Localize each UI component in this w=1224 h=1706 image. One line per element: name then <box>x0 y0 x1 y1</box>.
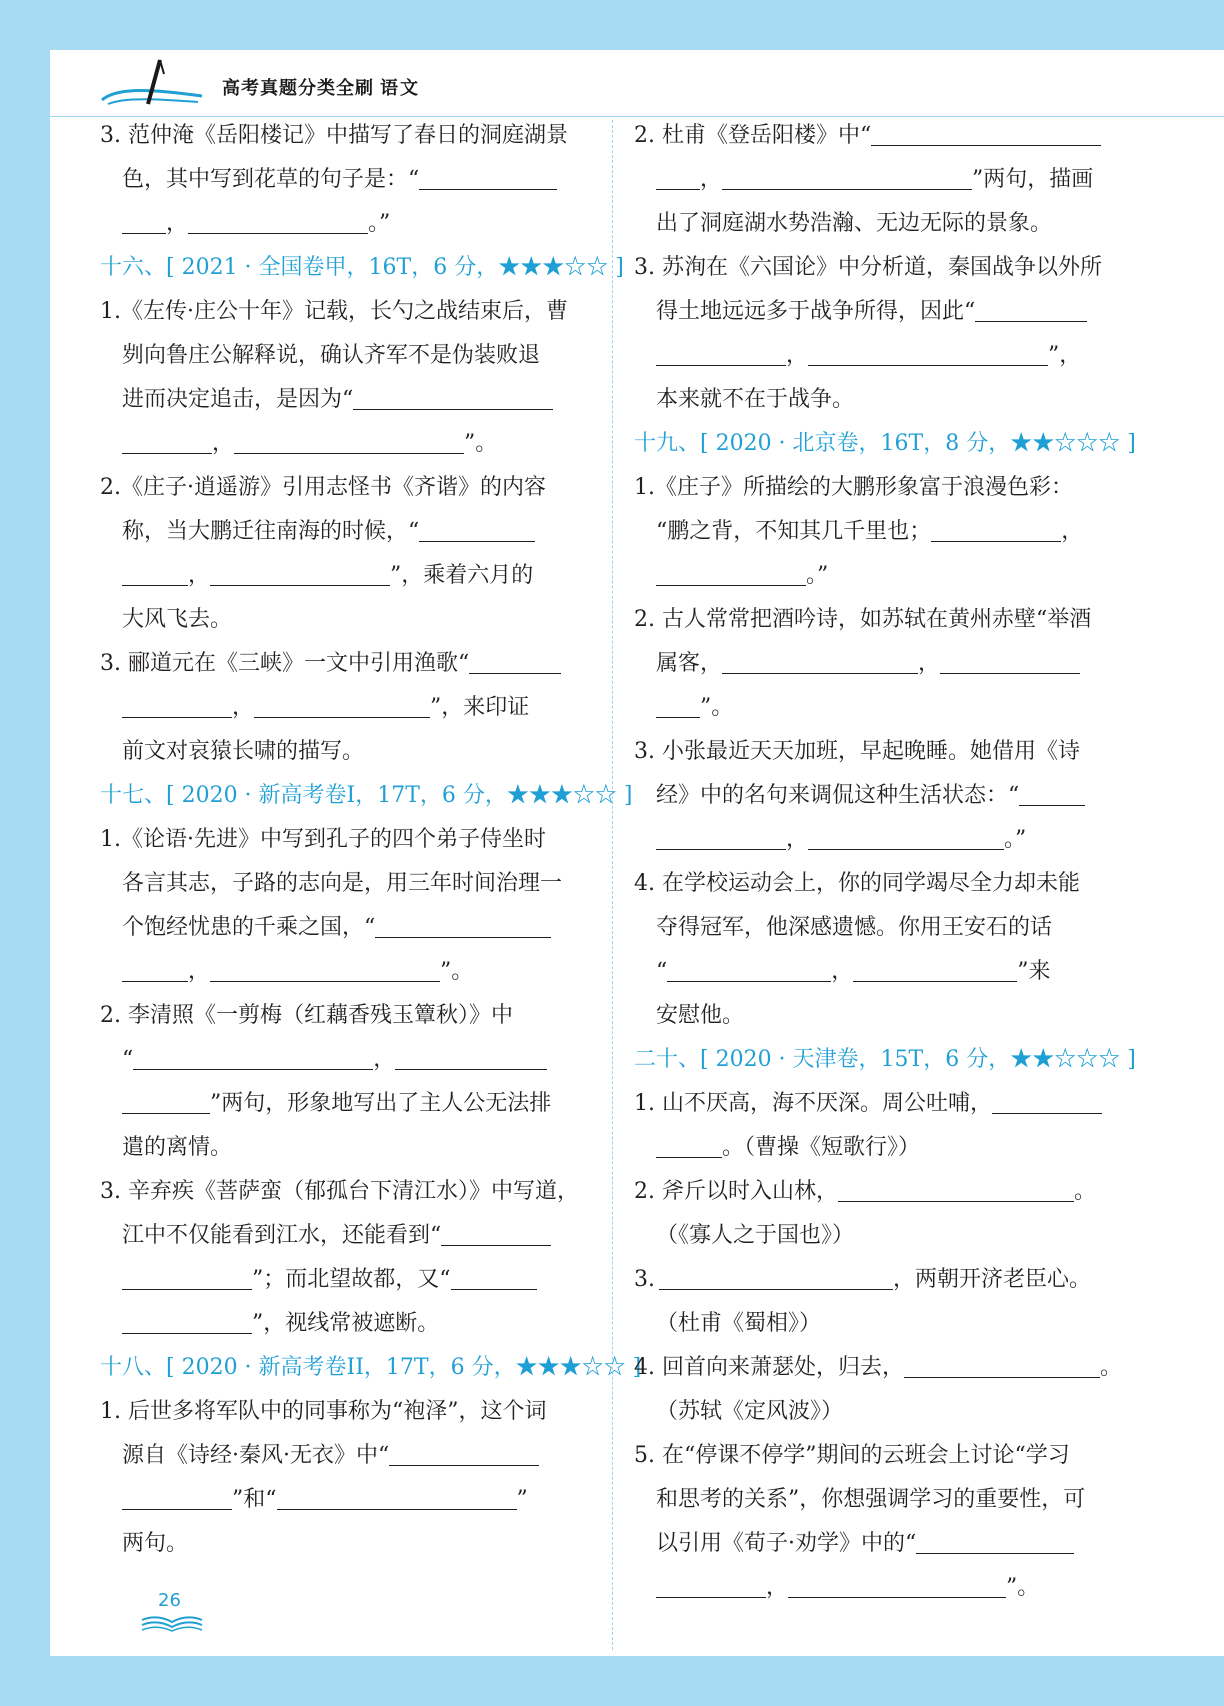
question-16-2 <box>100 466 610 642</box>
left-column <box>100 114 642 1611</box>
answer-blank[interactable] <box>122 689 232 718</box>
question-19-3 <box>634 730 1176 862</box>
question-text: ”；而北望故都，又“ <box>252 1267 451 1292</box>
section-heading-17: 十七、[ 2020 · 新高考卷I，17T，6 分，★★★☆☆ ] <box>100 783 633 808</box>
question-line: 5. 在“停课不停学”期间的云班会上讨论“学习 <box>634 1443 1070 1468</box>
question-text: ”。 <box>440 959 474 984</box>
question-20-1 <box>634 1082 1176 1170</box>
question-line: 各言其志，子路的志向是，用三年时间治理一 <box>122 871 563 896</box>
question-20-3 <box>634 1258 1176 1346</box>
question-text: “鹏之背，不知其几千里也； <box>656 519 932 544</box>
question-19-4 <box>634 862 1176 1038</box>
question-line <box>634 1170 1176 1214</box>
question-line <box>634 1522 1176 1566</box>
question-line: 2. 李清照《一剪梅（红藕香残玉簟秋）》中 <box>100 1003 513 1028</box>
answer-blank[interactable] <box>254 689 430 718</box>
page <box>50 50 1224 1656</box>
answer-blank[interactable] <box>667 953 831 982</box>
question-text: 4. 回首向来萧瑟处，归去， <box>634 1355 904 1380</box>
column-divider <box>612 120 613 1650</box>
question-text: 。” <box>368 211 391 236</box>
question-line <box>634 554 1176 598</box>
question-line <box>100 906 610 950</box>
answer-blank[interactable] <box>975 293 1087 322</box>
answer-blank[interactable] <box>210 953 440 982</box>
question-text: 3. <box>634 1267 655 1292</box>
question-15-3 <box>100 114 610 246</box>
question-text: ， <box>188 563 211 588</box>
answer-blank[interactable] <box>441 1217 551 1246</box>
answer-blank[interactable] <box>375 909 551 938</box>
question-line: 出了洞庭湖水势浩瀚、无边无际的景象。 <box>656 211 1053 236</box>
answer-blank[interactable] <box>1019 777 1085 806</box>
question-text: 进而决定追击，是因为“ <box>122 387 354 412</box>
question-line: 3. 范仲淹《岳阳楼记》中描写了春日的洞庭湖景 <box>100 123 568 148</box>
question-line: 大风飞去。 <box>122 607 233 632</box>
question-text: ， <box>700 167 723 192</box>
question-text: ， <box>166 211 189 236</box>
question-text: ， <box>831 959 854 984</box>
question-text: 1. 山不厌高，海不厌深。周公吐哺， <box>634 1091 992 1116</box>
answer-blank[interactable] <box>277 1481 517 1510</box>
right-column <box>634 114 1176 1610</box>
question-text: “ <box>656 959 668 984</box>
question-line <box>100 1258 610 1302</box>
question-line <box>634 1566 1176 1610</box>
question-line: 遣的离情。 <box>122 1135 233 1160</box>
question-text: 个饱经忧患的千乘之国，“ <box>122 915 376 940</box>
answer-blank[interactable] <box>122 1305 252 1334</box>
answer-blank[interactable] <box>389 1437 539 1466</box>
section-heading-18: 十八、[ 2020 · 新高考卷II，17T，6 分，★★★☆☆ ] <box>100 1355 642 1380</box>
question-18-2 <box>634 114 1176 246</box>
question-line: 3. 辛弃疾《菩萨蛮（郁孤台下清江水）》中写道， <box>100 1179 579 1204</box>
question-text: ”来 <box>1017 959 1051 984</box>
question-line <box>634 1082 1176 1126</box>
question-line <box>100 1038 610 1082</box>
question-text: ， <box>212 431 235 456</box>
answer-blank[interactable] <box>722 161 972 190</box>
answer-blank[interactable] <box>419 161 557 190</box>
answer-blank[interactable] <box>122 205 166 234</box>
question-text: 得土地远远多于战争所得，因此“ <box>656 299 976 324</box>
answer-blank[interactable] <box>469 645 561 674</box>
question-line <box>634 114 1176 158</box>
answer-blank[interactable] <box>808 821 1004 850</box>
answer-blank[interactable] <box>838 1173 1074 1202</box>
question-text: 以引用《荀子·劝学》中的“ <box>656 1531 917 1556</box>
question-line: 刿向鲁庄公解释说，确认齐军不是伪装败退 <box>122 343 541 368</box>
answer-blank[interactable] <box>395 1041 547 1070</box>
question-text: ， <box>766 1575 789 1600</box>
answer-blank[interactable] <box>656 1569 766 1598</box>
question-line: 本来就不在于战争。 <box>656 387 855 412</box>
question-text: 江中不仅能看到江水，还能看到“ <box>122 1223 442 1248</box>
question-line <box>100 1478 610 1522</box>
question-text: 。” <box>806 563 829 588</box>
question-20-2 <box>634 1170 1176 1258</box>
question-line: 1.《论语·先进》中写到孔子的四个弟子侍坐时 <box>100 827 546 852</box>
answer-blank[interactable] <box>931 513 1061 542</box>
question-text: ”。 <box>700 695 734 720</box>
question-line: （苏轼《定风波》） <box>656 1399 844 1424</box>
question-line <box>634 818 1176 862</box>
answer-blank[interactable] <box>122 1261 252 1290</box>
subject-label: 语文 <box>380 78 420 99</box>
question-line: 夺得冠军，他深感遗憾。你用王安石的话 <box>656 915 1053 940</box>
question-line <box>634 686 1176 730</box>
question-18-1 <box>100 1390 610 1566</box>
page-number: 26 <box>158 1590 181 1611</box>
question-18-3 <box>634 246 1176 422</box>
question-text: ”和“ <box>232 1487 277 1512</box>
question-text: ， <box>786 343 809 368</box>
question-line <box>634 642 1176 686</box>
answer-blank[interactable] <box>122 1085 210 1114</box>
question-text: “ <box>122 1047 134 1072</box>
answer-blank[interactable] <box>808 337 1048 366</box>
question-text: ”，视线常被遮断。 <box>252 1311 440 1336</box>
question-text: ”， <box>1048 343 1082 368</box>
question-line <box>634 334 1176 378</box>
question-text: 。 <box>1099 1355 1122 1380</box>
pen-logo-icon <box>98 56 206 108</box>
answer-blank[interactable] <box>234 425 464 454</box>
answer-blank[interactable] <box>210 557 390 586</box>
answer-blank[interactable] <box>788 1569 1006 1598</box>
answer-blank[interactable] <box>722 645 918 674</box>
question-text: ， <box>232 695 255 720</box>
question-16-1 <box>100 290 610 466</box>
answer-blank[interactable] <box>656 161 700 190</box>
question-line: 前文对哀猿长啸的描写。 <box>122 739 365 764</box>
answer-blank[interactable] <box>656 689 700 718</box>
question-line <box>100 378 610 422</box>
question-text: ”，来印证 <box>430 695 530 720</box>
question-line: 2.《庄子·逍遥游》引用志怪书《齐谐》的内容 <box>100 475 546 500</box>
question-text: ， <box>373 1047 396 1072</box>
question-19-2 <box>634 598 1176 730</box>
answer-blank[interactable] <box>940 645 1080 674</box>
answer-blank[interactable] <box>133 1041 373 1070</box>
question-line <box>634 158 1176 202</box>
question-line <box>100 422 610 466</box>
answer-blank[interactable] <box>122 1481 232 1510</box>
question-line: （《寡人之于国也》） <box>656 1223 855 1248</box>
page-header <box>50 50 1224 117</box>
question-text: ”。 <box>464 431 498 456</box>
answer-blank[interactable] <box>122 557 188 586</box>
question-19-1 <box>634 466 1176 598</box>
question-line <box>100 158 610 202</box>
question-text: 称，当大鹏迁往南海的时候，“ <box>122 519 420 544</box>
question-text: 源自《诗经·秦风·无衣》中“ <box>122 1443 390 1468</box>
question-line <box>100 1214 610 1258</box>
answer-blank[interactable] <box>853 953 1017 982</box>
answer-blank[interactable] <box>871 117 1101 146</box>
question-17-2 <box>100 994 610 1170</box>
open-book-icon <box>140 1614 204 1632</box>
question-text: 色，其中写到花草的句子是：“ <box>122 167 420 192</box>
question-line <box>100 1082 610 1126</box>
question-text: ， <box>786 827 809 852</box>
answer-blank[interactable] <box>656 337 786 366</box>
answer-blank[interactable] <box>656 557 806 586</box>
question-line <box>634 510 1176 554</box>
question-text: ， <box>918 651 941 676</box>
answer-blank[interactable] <box>122 953 188 982</box>
answer-blank[interactable] <box>656 1129 722 1158</box>
question-text: ，两朝开济老臣心。 <box>893 1267 1092 1292</box>
question-text: 。（曹操《短歌行》） <box>722 1135 921 1160</box>
question-text: ”，乘着六月的 <box>390 563 534 588</box>
question-line: 和思考的关系”，你想强调学习的重要性，可 <box>656 1487 1086 1512</box>
question-line <box>100 1302 610 1346</box>
question-line <box>100 1434 610 1478</box>
answer-blank[interactable] <box>122 425 212 454</box>
question-line <box>634 290 1176 334</box>
question-line <box>100 642 610 686</box>
question-text: 。 <box>1073 1179 1096 1204</box>
question-text: ”。 <box>1006 1575 1040 1600</box>
question-text: ， <box>1061 519 1084 544</box>
question-line: 1.《左传·庄公十年》记载，长勺之战结束后，曹 <box>100 299 568 324</box>
section-heading-19: 十九、[ 2020 · 北京卷，16T，8 分，★★☆☆☆ ] <box>634 431 1136 456</box>
question-line <box>100 554 610 598</box>
section-heading-16: 十六、[ 2021 · 全国卷甲，16T，6 分，★★★☆☆ ] <box>100 255 624 280</box>
question-text: ”两句，描画 <box>972 167 1094 192</box>
question-line: 安慰他。 <box>656 1003 745 1028</box>
question-line: 2. 古人常常把酒吟诗，如苏轼在黄州赤壁“举酒 <box>634 607 1092 632</box>
question-text: 2. 斧斤以时入山林， <box>634 1179 838 1204</box>
answer-blank[interactable] <box>188 205 368 234</box>
question-text: 2. 杜甫《登岳阳楼》中“ <box>634 123 872 148</box>
question-20-5 <box>634 1434 1176 1610</box>
question-line: 1.《庄子》所描绘的大鹏形象富于浪漫色彩： <box>634 475 1073 500</box>
question-line <box>100 686 610 730</box>
question-line: 4. 在学校运动会上，你的同学竭尽全力却未能 <box>634 871 1080 896</box>
answer-blank[interactable] <box>659 1261 893 1290</box>
question-line: 1. 后世多将军队中的同事称为“袍泽”，这个词 <box>100 1399 547 1424</box>
question-text: 。” <box>1004 827 1027 852</box>
answer-blank[interactable] <box>451 1261 537 1290</box>
question-line <box>634 1346 1176 1390</box>
question-text: 属客， <box>656 651 723 676</box>
section-heading-20: 二十、[ 2020 · 天津卷，15T，6 分，★★☆☆☆ ] <box>634 1047 1136 1072</box>
question-17-3 <box>100 1170 610 1346</box>
question-line: 两句。 <box>122 1531 189 1556</box>
question-text: ， <box>188 959 211 984</box>
answer-blank[interactable] <box>916 1525 1074 1554</box>
question-text: 3. 郦道元在《三峡》一文中引用渔歌“ <box>100 651 470 676</box>
question-line: 3. 小张最近天天加班，早起晚睡。她借用《诗 <box>634 739 1080 764</box>
question-line <box>100 202 610 246</box>
answer-blank[interactable] <box>353 381 553 410</box>
question-line <box>634 1126 1176 1170</box>
question-16-3 <box>100 642 610 774</box>
question-line <box>634 1258 1176 1302</box>
question-line <box>634 774 1176 818</box>
question-20-4 <box>634 1346 1176 1434</box>
question-line <box>100 950 610 994</box>
book-title: 高考真题分类全刷 <box>222 78 374 99</box>
answer-blank[interactable] <box>904 1349 1100 1378</box>
answer-blank[interactable] <box>656 821 786 850</box>
question-text: ”两句，形象地写出了主人公无法排 <box>210 1091 552 1116</box>
question-line: 3. 苏洵在《六国论》中分析道，秦国战争以外所 <box>634 255 1102 280</box>
question-line: （杜甫《蜀相》） <box>656 1311 822 1336</box>
answer-blank[interactable] <box>419 513 535 542</box>
question-line <box>100 510 610 554</box>
question-line <box>634 950 1176 994</box>
question-text: ” <box>516 1487 528 1512</box>
question-17-1 <box>100 818 610 994</box>
answer-blank[interactable] <box>992 1085 1102 1114</box>
question-text: 经》中的名句来调侃这种生活状态：“ <box>656 783 1020 808</box>
